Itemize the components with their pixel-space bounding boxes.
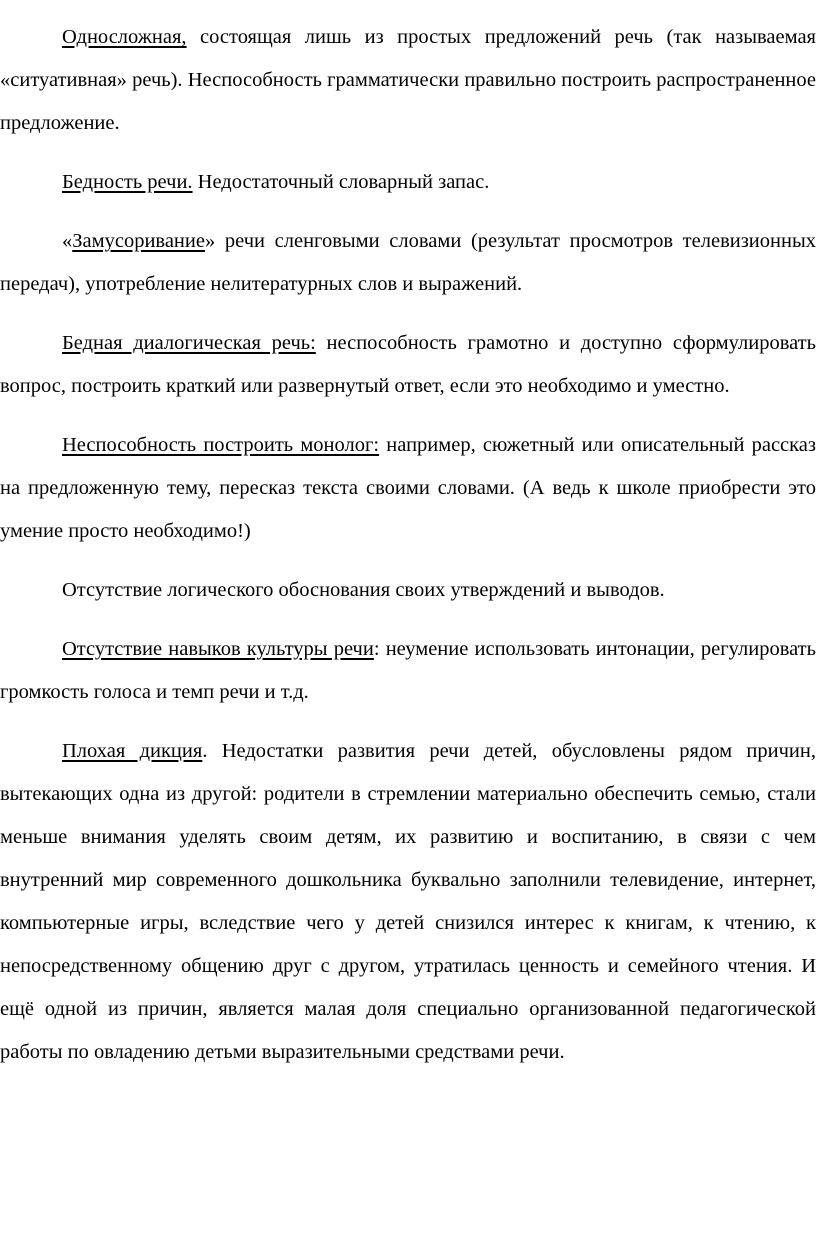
paragraph-heading: Бедная диалогическая речь:: [62, 332, 316, 354]
paragraph-body: » речи сленговыми словами (результат просмотров телевизионных передач), употребление нелитературных слов и выражений.: [0, 230, 816, 295]
paragraph-body: неспособность грамотно и доступно сформулировать вопрос, построить краткий или развернутый ответ, если это необходимо и уместно.: [0, 332, 816, 397]
paragraph-body: . Недостатки развития речи детей, обусловлены рядом причин, вытекающих одна из другой: родители в стремлении материально обеспечить семью, стали меньше внимания уделять своим детям, их развитию и воспитанию, в связи с чем внутренний мир современного дошкольника буквально заполнили телевидение, интернет, компьютерные игры, вследствие чего у детей снизился интерес к книгам, к чтению, к непосредственному общению друг с другом, утратилась ценность и семейного чтения. И ещё одной из причин, является малая доля специально организованной педагогической работы по овладению детьми выразительными средствами речи.: [0, 740, 816, 1063]
paragraph-monosyllabic-speech: [0, 16, 816, 145]
paragraph-body: : неумение использовать интонации, регулировать громкость голоса и темп речи и т.д.: [0, 638, 816, 703]
paragraph-body: состоящая лишь из простых предложений речь (так называемая «ситуативная» речь). Неспособность грамматически правильно построить распространенное предложение.: [0, 26, 816, 134]
paragraph-speech-culture: [0, 628, 816, 714]
paragraph-heading: Односложная,: [62, 26, 187, 48]
paragraph-heading: Неспособность построить монолог:: [62, 434, 380, 456]
paragraph-poor-dialogue: [0, 322, 816, 408]
paragraph-heading: Замусоривание: [72, 230, 205, 252]
paragraph-heading: Отсутствие навыков культуры речи: [62, 638, 374, 660]
paragraph-monologue: [0, 424, 816, 553]
paragraph-logic: [0, 569, 816, 612]
paragraph-poor-vocabulary: [0, 161, 816, 204]
paragraph-body: Отсутствие логического обоснования своих утверждений и выводов.: [62, 579, 665, 601]
paragraph-body: Недостаточный словарный запас.: [192, 171, 490, 193]
paragraph-body: например, сюжетный или описательный рассказ на предложенную тему, пересказ текста своими словами. (А ведь к школе приобрести это умение просто необходимо!): [0, 434, 816, 542]
paragraph-slang: [0, 220, 816, 306]
paragraph-prefix: «: [62, 230, 73, 252]
paragraph-heading: Плохая дикция: [62, 740, 203, 762]
paragraph-diction: [0, 730, 816, 1074]
paragraph-heading: Бедность речи.: [62, 171, 193, 193]
